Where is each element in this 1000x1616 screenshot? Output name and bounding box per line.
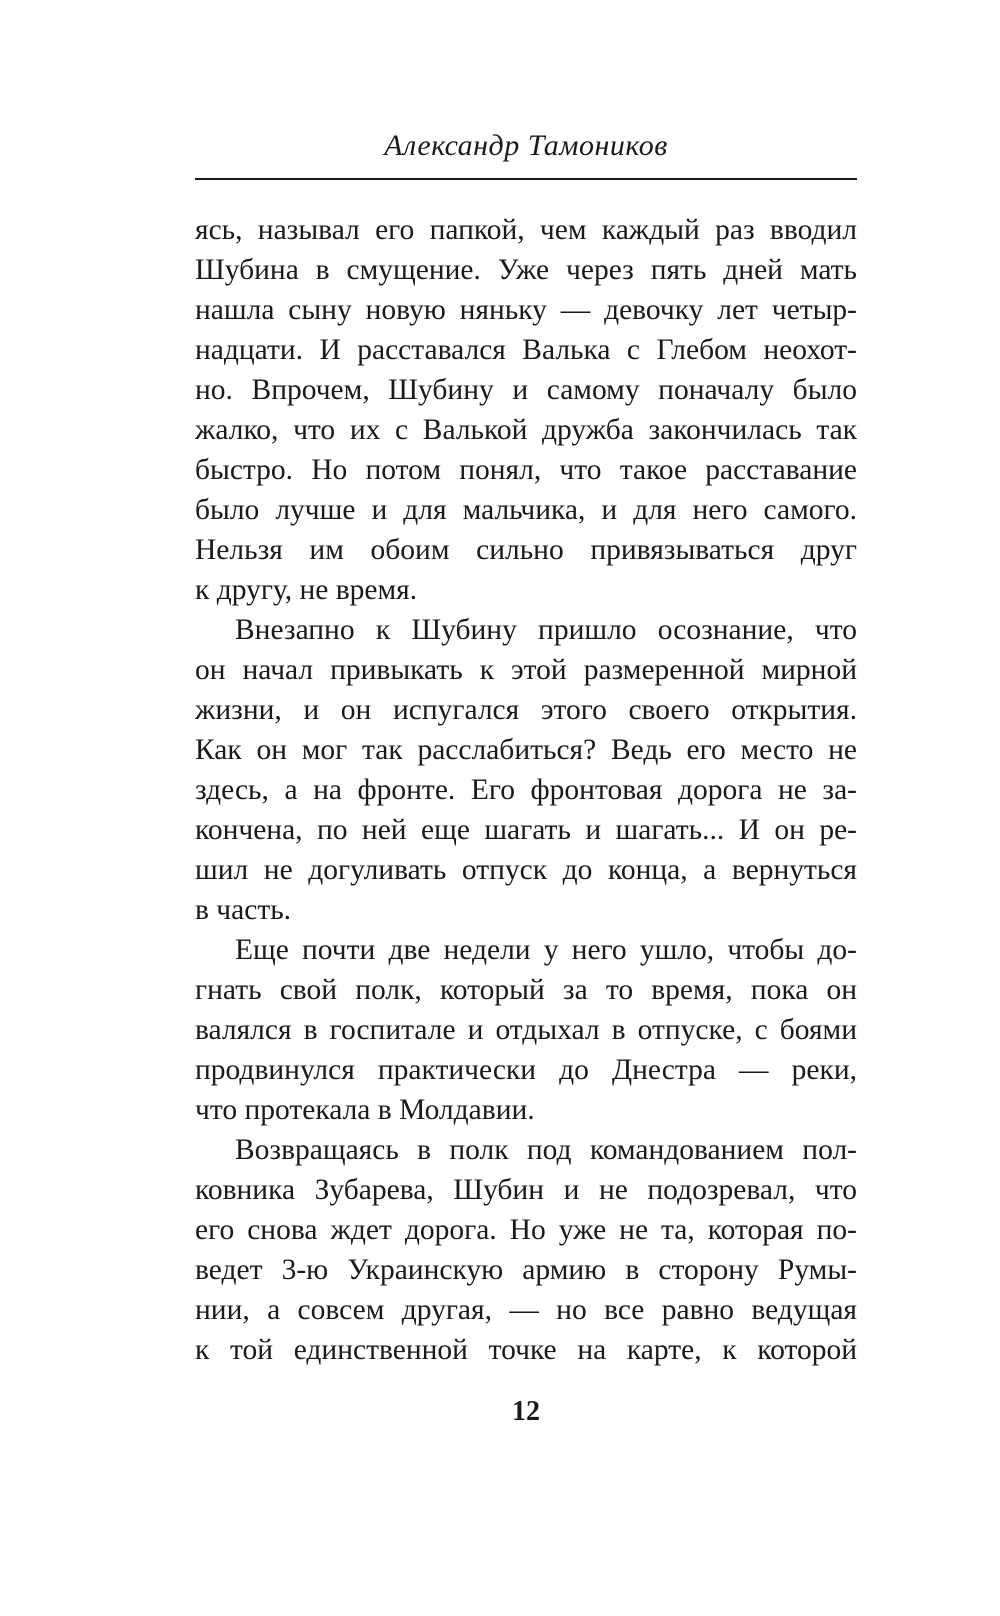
text-line: здесь, а на фронте. Его фронтовая дорога не за- <box>195 774 857 806</box>
text-line: ясь, называл его папкой, чем каждый раз вводил <box>195 214 857 246</box>
text-line: что протекала в Молдавии. <box>195 1094 535 1126</box>
text-line: к той единственной точке на карте, к которой <box>195 1334 857 1366</box>
text-line: было лучше и для мальчика, и для него самого. <box>195 494 857 526</box>
text-line: надцати. И расставался Валька с Глебом неохот- <box>195 334 857 366</box>
text-line: валялся в госпитале и отдыхал в отпуске, с боями <box>195 1014 857 1046</box>
text-line: он начал привыкать к этой размеренной мирной <box>195 654 857 686</box>
text-line: жалко, что их с Валькой дружба закончилась так <box>195 414 857 446</box>
text-line: жизни, и он испугался этого своего открытия. <box>195 694 857 726</box>
paragraph <box>195 930 857 1130</box>
text-line: шил не догуливать отпуск до конца, а вернуться <box>195 854 857 886</box>
text-line: нашла сыну новую няньку — девочку лет четыр- <box>195 294 857 326</box>
running-header-author: Александр Тамоников <box>384 129 668 162</box>
paragraph <box>195 610 857 930</box>
text-line: Внезапно к Шубину пришло осознание, что <box>235 614 857 646</box>
text-line: к другу, не время. <box>195 574 418 606</box>
text-line: но. Впрочем, Шубину и самому поначалу было <box>195 374 857 406</box>
text-line: Еще почти две недели у него ушло, чтобы до- <box>235 934 857 966</box>
text-line: ковника Зубарева, Шубин и не подозревал, что <box>195 1174 857 1206</box>
text-line: кончена, по ней еще шагать и шагать... И он ре- <box>195 814 857 846</box>
text-line: в часть. <box>195 894 292 926</box>
paragraph <box>195 210 857 610</box>
text-line: его снова ждет дорога. Но уже не та, которая по- <box>195 1214 857 1246</box>
header-divider <box>195 178 857 180</box>
text-line: продвинулся практически до Днестра — реки, <box>195 1054 857 1086</box>
text-line: Шубина в смущение. Уже через пять дней мать <box>195 254 857 286</box>
text-line: Как он мог так расслабиться? Ведь его место не <box>195 734 857 766</box>
text-line: ведет 3-ю Украинскую армию в сторону Румы- <box>195 1254 857 1286</box>
body-text <box>195 210 857 1370</box>
page-number: 12 <box>512 1396 540 1427</box>
text-line: быстро. Но потом понял, что такое расставание <box>195 454 857 486</box>
text-line: гнать свой полк, который за то время, пока он <box>195 974 857 1006</box>
text-line: Нельзя им обоим сильно привязываться друг <box>195 534 857 566</box>
text-line: Возвращаясь в полк под командованием пол- <box>235 1134 857 1166</box>
paragraph <box>195 1130 857 1370</box>
text-line: нии, а совсем другая, — но все равно ведущая <box>195 1294 857 1326</box>
